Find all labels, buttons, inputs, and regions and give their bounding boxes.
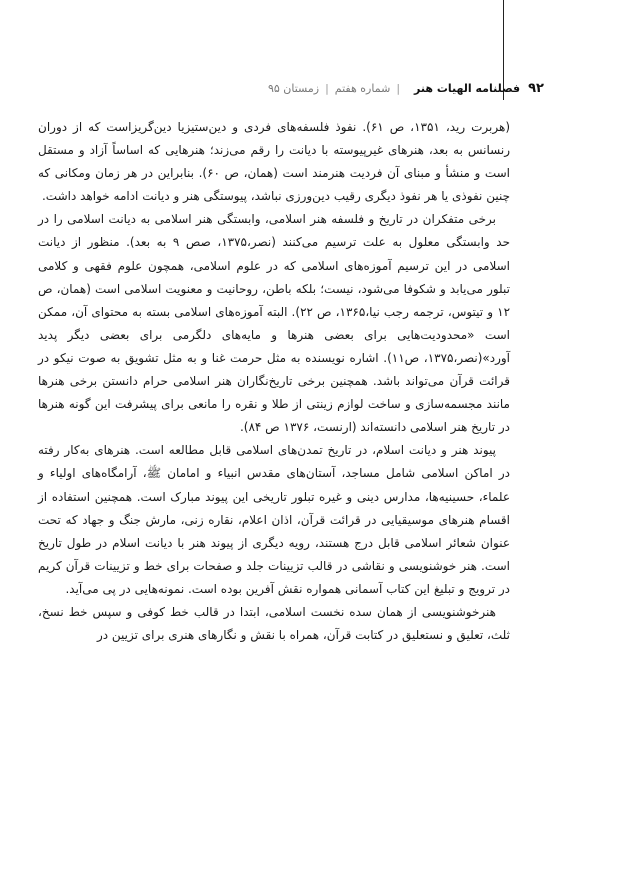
paragraph: برخی متفکران در تاریخ و فلسفه هنر اسلامی، وابستگی هنر اسلامی به دیانت اسلامی را در حد وابستگی معلول به علت ترسیم می‌کنند (نصر،۱۳۷۵، صص ۹ به بعد). منظور از دیانت اسلامی در این ترسیم آموزه‌های اسلامی که در علوم اسلامی، همچون علوم فقهی و کلامی تبلور می‌یابد و شکوفا می‌شود، نیست؛ بلکه باطن، روحانیت و معنویت اسلامی است (همان، ص ۱۲ و تیتوس، ترجمه رجب نیا،۱۳۶۵، ص ۲۲). البته آموزه‌های اسلامی بسته به محتوای آن، ممکن است «محدودیت‌هایی برای بعضی هنرها و مایه‌های دلگرمی برای بعضی دیگر پدید آورد»(نصر،۱۳۷۵، ص۱۱). اشاره نویسنده به مثل حرمت غنا و به مثل تشویق به صوت نیکو در قرائت قرآن می‌تواند باشد. همچنین برخی تاریخ‌نگاران هنر اسلامی حرام دانستن برخی هنرها مانند مجسمه‌سازی و ساخت لوازم زینتی از طلا و نقره را مانعی برای پیشرفت این گونه هنرها در تاریخ هنر اسلامی دانسته‌اند (ارنست، ۱۳۷۶ ص ۸۴). — [38, 212, 511, 435]
header-separator: | — [396, 81, 401, 95]
paragraph: پیوند هنر و دیانت اسلام، در تاریخ تمدن‌های اسلامی قابل مطالعه است. هنرهای به‌کار رفته در اماکن اسلامی شامل مساجد، آستان‌های مقدس انبیاء و امامان ﷺ، آرامگاه‌های اولیاء و علماء، حسینیه‌ها، مدارس دینی و غیره تبلور تاریخی این پیوند مبارک است. همچنین استفاده از اقسام هنرهای موسیقیایی در قرائت قرآن، اذان اعلام، نقاره زنی، مارش جنگ و جهاد که تحت عنوان شعائر اسلامی قابل درج هستند، رویه دیگری از پیوند هنر با دیانت اسلام در طول تاریخ است. هنر خوشنویسی و نقاشی در قالب تزیینات جلد و صفحات برای خط و تزیینات قرآن کریم در ترویج و تبلیغ این کتاب آسمانی همواره نقش آفرین بوده است. نمونه‌هایی در پی می‌آید. — [38, 443, 510, 596]
article-body — [38, 116, 510, 647]
header-separator: | — [325, 81, 329, 95]
paragraph: (هربرت رید، ۱۳۵۱، ص ۶۱). نفوذ فلسفه‌های فردی و دین‌ستیزیا دین‌گریزاست که از دوران رنسانس به بعد، هنرهای غیرپیوسته با دیانت را رقم می‌زند؛ هنرهایی که اساساً آزاد و مستقل است و منشأ و مبنای آن فردیت هنرمند است (همان، ص ۶۰). بنابراین در هر زمان ومکانی که چنین نفوذی یا هر نفوذ دیگری رقیب دین‌ورزی نباشد، پیوستگی هنر و دیانت ادامه خواهد داشت. — [38, 120, 510, 204]
paragraph: هنرخوشنویسی از همان سده نخست اسلامی، ابتدا در قالب خط کوفی و سپس خط نسخ، ثلث، تعلیق و نستعلیق در کتابت قرآن، همراه با نقش و نگارهای هنری برای تزیین در — [38, 604, 510, 643]
page-number: ۹۲ — [528, 80, 544, 96]
running-header — [40, 76, 544, 100]
season-label: زمستان ۹۵ — [267, 81, 320, 95]
issue-label: شماره هفتم — [334, 81, 391, 95]
journal-title: فصلنامه الهیات هنر — [414, 81, 521, 95]
